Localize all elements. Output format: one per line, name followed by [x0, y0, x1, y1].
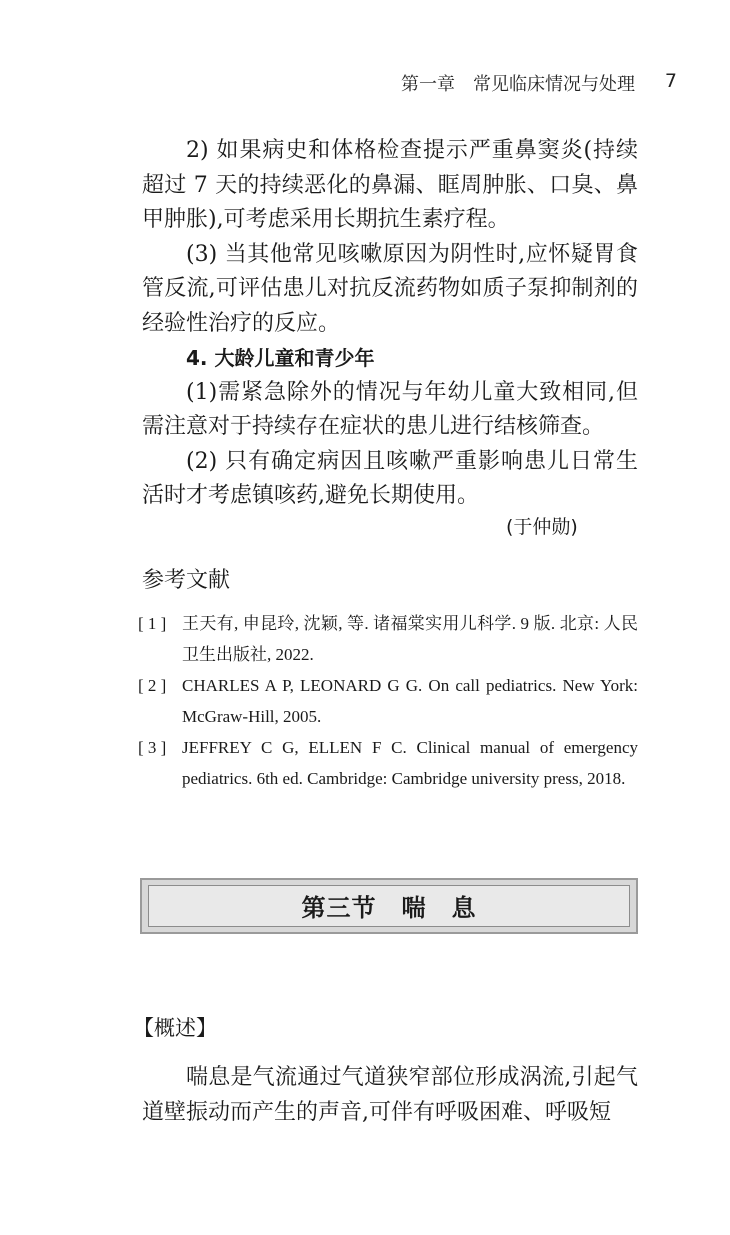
reference-item	[138, 732, 638, 794]
reference-item	[138, 670, 638, 732]
section-banner-inner	[148, 885, 630, 927]
body-bottom	[142, 1061, 638, 1130]
reference-number: [ 3 ]	[138, 738, 167, 757]
body-top	[142, 134, 638, 514]
references-heading: 参考文献	[142, 568, 231, 593]
section-banner	[140, 878, 638, 934]
overview-heading: 【概述】	[133, 1016, 217, 1040]
running-header	[401, 70, 677, 96]
paragraph: (3) 当其他常见咳嗽原因为阴性时,应怀疑胃食管反流,可评估患儿对抗反流药物如质子泵抑制剂的经验性治疗的反应。	[142, 241, 638, 336]
reference-number: [ 2 ]	[138, 676, 167, 695]
chapter-title: 第一章 常见临床情况与处理	[401, 74, 635, 95]
page-number: 7	[664, 70, 677, 92]
reference-item	[138, 608, 638, 670]
reference-text: CHARLES A P, LEONARD G G. On call pediatrics. New York: McGraw-Hill, 2005.	[182, 676, 638, 726]
reference-list	[138, 608, 638, 794]
paragraph: (1)需紧急除外的情况与年幼儿童大致相同,但需注意对于持续存在症状的患儿进行结核筛查。	[142, 379, 638, 439]
reference-text: 王天有, 申昆玲, 沈颖, 等. 诸福棠实用儿科学. 9 版. 北京: 人民卫生出版社, 2022.	[182, 614, 638, 664]
paragraph: (2) 只有确定病因且咳嗽严重影响患儿日常生活时才考虑镇咳药,避免长期使用。	[142, 448, 638, 508]
section-title: 第三节 喘 息	[301, 893, 477, 922]
reference-text: JEFFREY C G, ELLEN F C. Clinical manual of emergency pediatrics. 6th ed. Cambridge: Cambridge university press, 2018.	[182, 738, 638, 788]
reference-number: [ 1 ]	[138, 614, 167, 633]
author-credit: (于仲勋)	[506, 516, 578, 538]
paragraph: 2) 如果病史和体格检查提示严重鼻窦炎(持续超过 7 天的持续恶化的鼻漏、眶周肿胀、口臭、鼻甲肿胀),可考虑采用长期抗生素疗程。	[142, 138, 638, 232]
subheading: 4. 大龄儿童和青少年	[186, 346, 375, 370]
paragraph: 喘息是气流通过气道狭窄部位形成涡流,引起气道壁振动而产生的声音,可伴有呼吸困难、呼吸短	[142, 1065, 638, 1125]
